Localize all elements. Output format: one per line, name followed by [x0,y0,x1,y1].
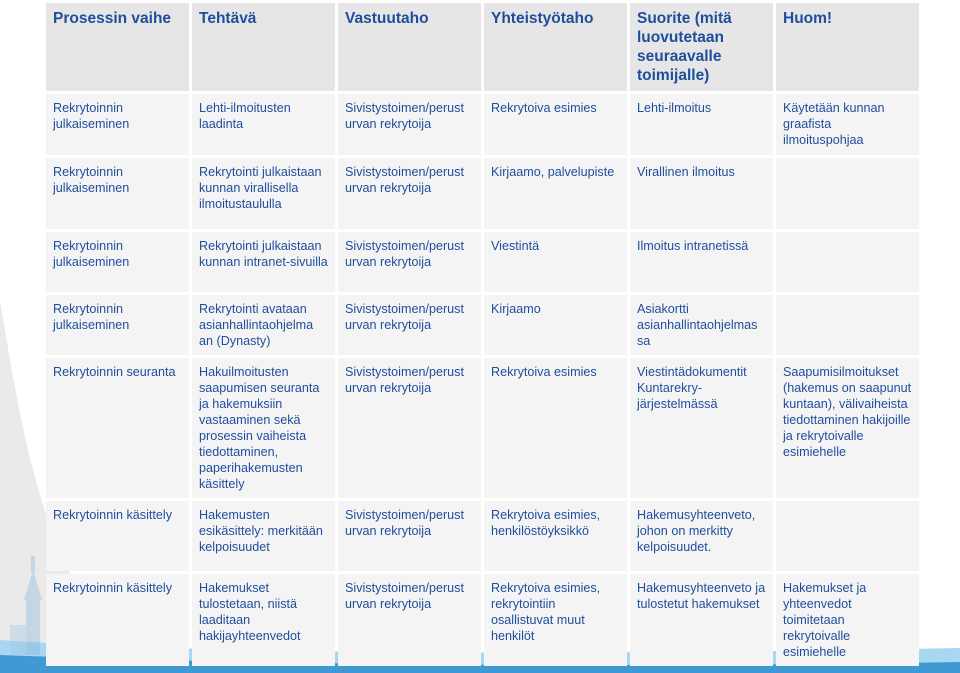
table-cell: Kirjaamo [484,295,627,355]
process-table [43,0,922,669]
table-cell [776,501,919,571]
table-cell: Viestintä [484,232,627,292]
table-cell: Rekrytoiva esimies [484,94,627,155]
table-cell: Viestintädokumentit Kuntarekry-järjestelmässä [630,358,773,498]
table-cell: Hakemukset ja yhteenvedot toimitetaan rekrytoivalle esimiehelle [776,574,919,666]
table-cell: Asiakortti asianhallintaohjelmas sa [630,295,773,355]
table-row [46,295,919,355]
table-cell: Rekrytoiva esimies, henkilöstöyksikkö [484,501,627,571]
header-row [46,3,919,91]
table-row [46,358,919,498]
table-cell: Virallinen ilmoitus [630,158,773,229]
table-cell: Sivistystoimen/perust urvan rekrytoija [338,501,481,571]
table-cell [776,232,919,292]
table-cell: Hakemusten esikäsittely: merkitään kelpoisuudet [192,501,335,571]
table-cell: Sivistystoimen/perust urvan rekrytoija [338,94,481,155]
table-cell: Hakuilmoitusten saapumisen seuranta ja hakemuksiin vastaaminen sekä prosessin vaiheista tiedottaminen, paperihakemusten käsittely [192,358,335,498]
table-cell: Rekrytoinnin julkaiseminen [46,295,189,355]
table-cell: Rekrytoinnin julkaiseminen [46,94,189,155]
table-cell [776,158,919,229]
table-cell: Rekrytoiva esimies [484,358,627,498]
table-row [46,232,919,292]
table-cell: Sivistystoimen/perust urvan rekrytoija [338,295,481,355]
header-cell: Suorite (mitä luovutetaan seuraavalle toimijalle) [630,3,773,91]
table-cell: Ilmoitus intranetissä [630,232,773,292]
table-cell: Sivistystoimen/perust urvan rekrytoija [338,232,481,292]
table-cell: Rekrytoinnin julkaiseminen [46,232,189,292]
header-cell: Huom! [776,3,919,91]
table-cell: Rekrytointi julkaistaan kunnan intranet-sivuilla [192,232,335,292]
table-cell: Käytetään kunnan graafista ilmoituspohjaa [776,94,919,155]
header-cell: Yhteistyötaho [484,3,627,91]
table-cell: Hakemusyhteenveto, johon on merkitty kelpoisuudet. [630,501,773,571]
table-cell: Rekrytointi avataan asianhallintaohjelma an (Dynasty) [192,295,335,355]
table-cell [776,295,919,355]
table-cell: Lehti-ilmoitus [630,94,773,155]
table-cell: Sivistystoimen/perust urvan rekrytoija [338,358,481,498]
table-cell: Rekrytointi julkaistaan kunnan virallisella ilmoitustaululla [192,158,335,229]
table-cell: Lehti-ilmoitusten laadinta [192,94,335,155]
table-cell: Saapumisilmoitukset (hakemus on saapunut kuntaan), välivaiheista tiedottaminen hakijoille ja rekrytoivalle esimiehelle [776,358,919,498]
header-cell: Tehtävä [192,3,335,91]
table-cell: Sivistystoimen/perust urvan rekrytoija [338,574,481,666]
table-cell: Rekrytoinnin käsittely [46,574,189,666]
table-cell: Hakemusyhteenveto ja tulostetut hakemukset [630,574,773,666]
table-cell: Rekrytoinnin käsittely [46,501,189,571]
table-row [46,501,919,571]
table-cell: Rekrytoiva esimies, rekrytointiin osallistuvat muut henkilöt [484,574,627,666]
table-cell: Rekrytoinnin seuranta [46,358,189,498]
table-row [46,94,919,155]
table-cell: Sivistystoimen/perust urvan rekrytoija [338,158,481,229]
table-row [46,574,919,666]
header-cell: Prosessin vaihe [46,3,189,91]
table-row [46,158,919,229]
table-cell: Hakemukset tulostetaan, niistä laaditaan hakijayhteenvedot [192,574,335,666]
table-cell: Kirjaamo, palvelupiste [484,158,627,229]
table-cell: Rekrytoinnin julkaiseminen [46,158,189,229]
header-cell: Vastuutaho [338,3,481,91]
